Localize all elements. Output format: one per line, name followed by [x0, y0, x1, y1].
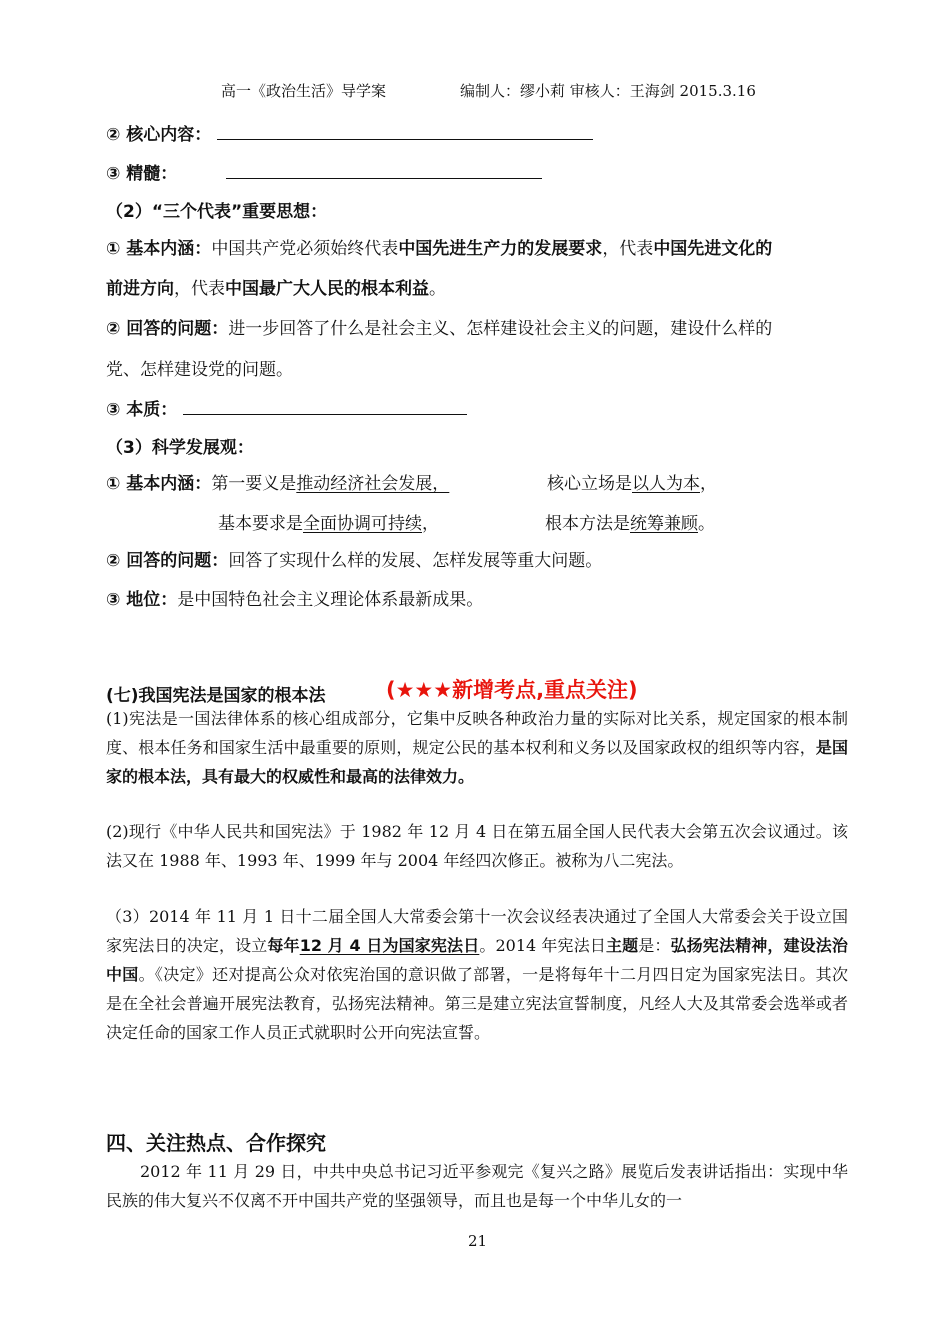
- bold-text: 主题: [605, 936, 639, 955]
- answer-blank: [217, 125, 593, 140]
- bold-text: 每年: [267, 936, 300, 955]
- position-label: ③ 地位：: [106, 590, 178, 610]
- header-course: 高一《政治生活》导学案: [221, 82, 387, 100]
- question-label: ② 回答的问题：: [106, 319, 229, 339]
- page-number: 21: [468, 1232, 488, 1250]
- question-label: ② 回答的问题：: [106, 551, 229, 571]
- constitution-heading: [106, 681, 326, 706]
- hot-topics-paragraph: 2012 年 11 月 29 日，中共中央总书记习近平参观完《复兴之路》展览后发表讲话指出：实现中华民族的伟大复兴不仅离不开中国共产党的坚强领导，而且也是每一个中华儿女的一: [106, 1162, 848, 1210]
- three-represents-question-line2: 党、怎样建设党的问题。: [106, 360, 293, 380]
- text: ，代表: [602, 239, 654, 259]
- bold-text: 是国家的根本法，具有最大的权威性和最高的法律效力。: [106, 738, 848, 786]
- scientific-outlook-heading: （3）科学发展观：: [106, 438, 254, 458]
- three-represents-heading: （2）“三个代表”重要思想：: [106, 202, 328, 222]
- key-point-badge: (★★★新增考点,重点关注): [386, 678, 638, 702]
- nature-line: [106, 395, 467, 420]
- bold-text: 中国最广大人民的根本利益: [225, 279, 429, 299]
- hot-topics-heading: 四、关注热点、合作探究: [106, 1131, 326, 1155]
- underlined-answer: 全面协调可持续: [303, 514, 422, 534]
- constitution-paragraph-1: [106, 704, 848, 791]
- text: 核心立场是: [547, 474, 632, 494]
- text: ，: [422, 514, 439, 534]
- essence-label: ③ 精髓：: [106, 164, 178, 184]
- three-represents-line2: [106, 274, 446, 299]
- sci-fundamental-method: [545, 509, 715, 534]
- sci-basic-requirement: [218, 509, 439, 534]
- bold-text: 前进方向: [106, 279, 174, 299]
- answer-blank: [183, 400, 467, 415]
- text: 中国共产党必须始终代表: [211, 239, 399, 259]
- three-represents-line1: [106, 234, 772, 259]
- answer-blank: [226, 164, 542, 179]
- text: 回答了实现什么样的发展、怎样发展等重大问题。: [228, 551, 603, 571]
- sci-basic-line1: [106, 469, 449, 494]
- text: 。: [698, 514, 715, 534]
- bold-text: 中国先进文化的: [653, 239, 773, 259]
- text: 。《决定》还对提高公众对依宪治国的意识做了部署，一是将每年十二月四日定为国家宪法日。其次是在全社会普遍开展宪法教育，弘扬宪法精神。第三是建立宪法宣誓制度，凡经人大及其常委会选举或者决定任命的国家工作人员正式就职时公开向宪法宣誓。: [106, 965, 848, 1042]
- basic-meaning-label: ① 基本内涵：: [106, 239, 212, 259]
- text: 是：: [638, 936, 671, 955]
- core-content-label: ② 核心内容：: [106, 125, 212, 145]
- text: （3）2014 年 11 月 1 日十二届全国人大常委会第十一次会议经表决通过了全国人大常委会关于设立国家宪法日的决定，设立: [106, 907, 848, 955]
- text: 。2014 年宪法日: [479, 936, 606, 955]
- text: 基本要求是: [218, 514, 303, 534]
- text: 根本方法是: [545, 514, 630, 534]
- section-title: (七)我国宪法是国家的根本法: [106, 686, 326, 706]
- sci-core-stance: [547, 469, 717, 494]
- header-editor: 编制人：缪小莉 审核人：王海剑 2015.3.16: [460, 82, 756, 100]
- underlined-answer: 以人为本: [632, 474, 700, 494]
- nature-label: ③ 本质：: [106, 400, 178, 420]
- text: 第一要义是: [211, 474, 297, 494]
- text: (1)宪法是一国法律体系的核心组成部分，它集中反映各种政治力量的实际对比关系，规定国家的根本制度、根本任务和国家生活中最重要的原则，规定公民的基本权利和义务以及国家政权的组织等内容，: [106, 709, 848, 757]
- bold-text: 中国先进生产力的发展要求: [398, 239, 603, 259]
- text: 进一步回答了什么是社会主义、怎样建设社会主义的问题，建设什么样的: [228, 319, 773, 339]
- text: 。: [429, 279, 446, 299]
- essence-line: [106, 159, 542, 184]
- constitution-paragraph-3: [106, 902, 848, 1047]
- underlined-answer: 统筹兼顾: [630, 514, 698, 534]
- text: ，代表: [174, 279, 225, 299]
- underlined-bold-text: 12 月 4 日为国家宪法日: [299, 936, 480, 955]
- underlined-answer: 推动经济社会发展，: [296, 474, 450, 494]
- basic-meaning-label: ① 基本内涵：: [106, 474, 212, 494]
- sci-position-line: [106, 585, 483, 610]
- text: 是中国特色社会主义理论体系最新成果。: [177, 590, 484, 610]
- three-represents-question-line1: [106, 314, 772, 339]
- bold-text: 弘扬宪法精神，建设法治中国: [106, 936, 848, 984]
- text: ，: [700, 474, 717, 494]
- sci-question-line: [106, 546, 602, 571]
- core-content-line: [106, 120, 593, 145]
- constitution-paragraph-2: (2)现行《中华人民共和国宪法》于 1982 年 12 月 4 日在第五届全国人民代表大会第五次会议通过。该法又在 1988 年、1993 年、1999 年与 2004 年经四次修正。被称为八二宪法。: [106, 822, 848, 870]
